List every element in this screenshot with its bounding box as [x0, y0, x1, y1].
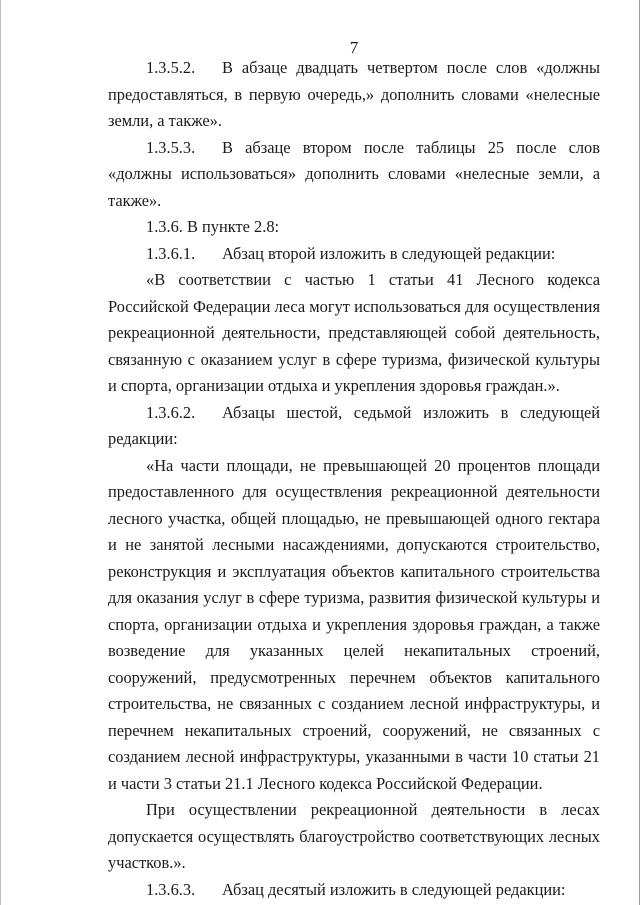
paragraph-1-3-6 [108, 214, 600, 241]
paragraph-text: Абзац десятый изложить в следующей редакции: [222, 879, 566, 899]
page-number: 7 [349, 38, 359, 57]
paragraph-text: В абзаце двадцать четвертом после слов «должны предоставляться, в первую очередь,» дополнить словами «нелесные земли, а также». [108, 58, 600, 130]
paragraph-1-3-5-3 [108, 135, 600, 215]
quoted-paragraph-recreation [108, 267, 600, 400]
page-left-edge [0, 0, 1, 905]
quoted-paragraph-improvement [108, 797, 600, 877]
paragraph-1-3-6-1 [108, 241, 600, 268]
paragraph-text: При осуществлении рекреационной деятельности в лесах допускается осуществлять благоустройство соответствующих лесных участков.». [108, 800, 600, 872]
document-body [108, 55, 600, 903]
paragraph-text: В абзаце втором после таблицы 25 после слов «должны использоваться» дополнить словами «нелесные земли, а также». [108, 137, 600, 210]
clause-number: 1.3.6.1. [146, 243, 196, 263]
clause-number: 1.3.6.2. [146, 402, 196, 422]
quoted-paragraph-area [108, 453, 600, 798]
paragraph-1-3-5-2 [108, 55, 600, 135]
paragraph-text: Абзац второй изложить в следующей редакции: [222, 243, 556, 263]
paragraph-1-3-6-2 [108, 400, 600, 453]
paragraph-text: 1.3.6. В пункте 2.8: [146, 217, 280, 236]
clause-number: 1.3.6.3. [146, 879, 196, 899]
paragraph-text: «На части площади, не превышающей 20 процентов площади предоставленного для осуществления рекреационной деятельности лесного участка, общей площадью, не превышающей одного гектара и не занятой лесными насаждениями, допускаются строительство, реконструкция и эксплуатация объектов капитального строительства для оказания услуг в сфере туризма, развития физической культуры и спорта, организации отдыха и укрепления здоровья граждан, а также возведение для указанных целей некапитальных строений, сооружений, предусмотренных перечнем объектов капитального строительства, не связанных с созданием лесной инфраструктуры, и перечнем некапитальных строений, сооружений, не связанных с созданием лесной инфраструктуры, указанными в части 10 статьи 21 и части 3 статьи 21.1 Лесного кодекса Российской Федерации. [108, 455, 600, 793]
clause-number: 1.3.5.3. [146, 137, 196, 157]
paragraph-1-3-6-3 [108, 877, 600, 904]
paragraph-text: «В соответствии с частью 1 статьи 41 Лесного кодекса Российской Федерации леса могут использоваться для осуществления рекреационной деятельности, представляющей собой деятельность, связанную с оказанием услуг в сфере туризма, физической культуры и спорта, организации отдыха и укрепления здоровья граждан.». [108, 270, 600, 395]
clause-number: 1.3.5.2. [146, 58, 196, 77]
paragraph-text: Абзацы шестой, седьмой изложить в следующей редакции: [108, 402, 600, 448]
